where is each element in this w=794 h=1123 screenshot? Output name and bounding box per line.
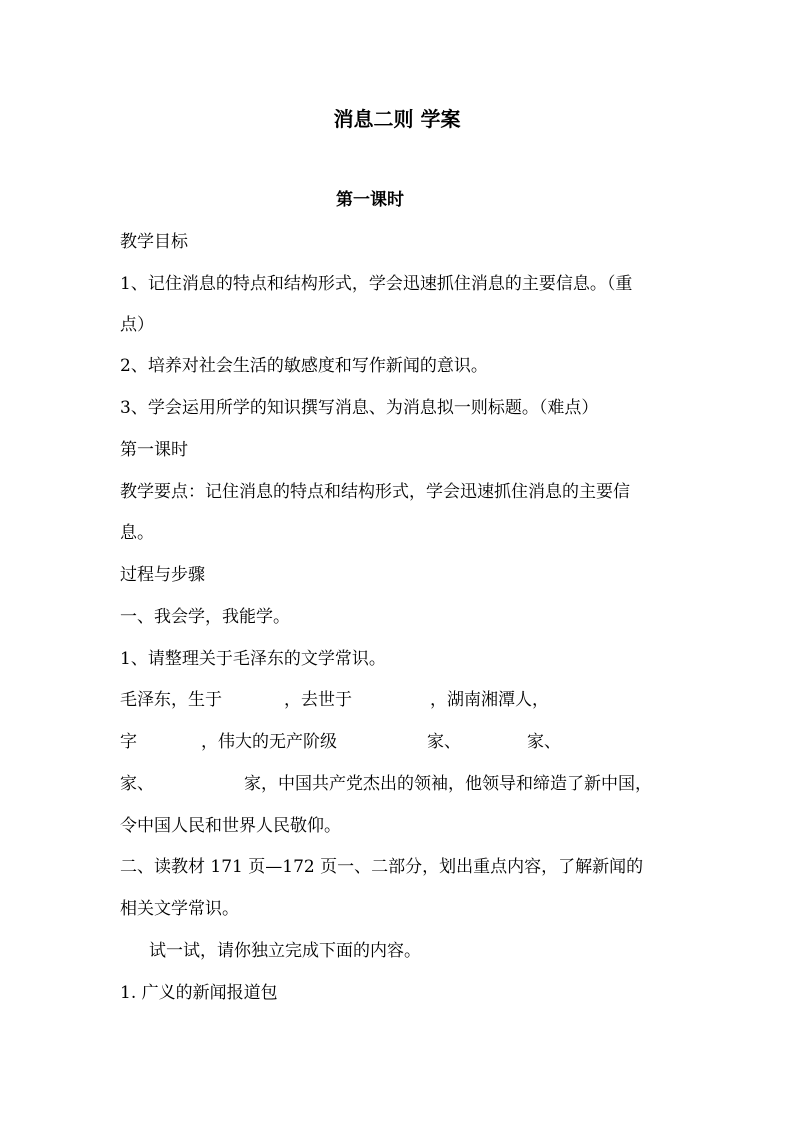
fill-line-4: 令中国人民和世界人民敬仰。	[120, 816, 341, 836]
objective-2: 2、培养对社会生活的敏感度和写作新闻的意识。	[120, 356, 488, 376]
item-1: 1. 广义的新闻报道包	[120, 983, 278, 1003]
fill-line-2	[120, 731, 561, 753]
objective-3: 3、学会运用所学的知识撰写消息、为消息拟一则标题。（难点）	[120, 398, 599, 418]
section-2-line-1: 二、读教材 171 页—172 页一、二部分，划出重点内容，了解新闻的	[120, 857, 644, 877]
fill-2-text-a: 字	[120, 732, 137, 752]
fill-line-1	[120, 689, 549, 711]
fill-1-text-a: 毛泽东，生于	[120, 690, 222, 710]
fill-3-text-b: 家，中国共产党杰出的领袖，他领导和缔造了新中国，	[244, 774, 652, 794]
section-2-line-2: 相关文学常识。	[120, 899, 239, 919]
objective-1-line-2: 点）	[120, 315, 154, 335]
fill-3-text-a: 家、	[120, 774, 154, 794]
fill-2-text-c: 家、	[427, 732, 461, 752]
process-heading: 过程与步骤	[120, 565, 205, 585]
key-points-line-2: 息。	[120, 523, 154, 543]
document-title: 消息二则 学案	[333, 107, 461, 131]
fill-2-text-b: ，伟大的无产阶级	[201, 732, 337, 752]
objectives-heading: 教学目标	[120, 232, 188, 252]
task-1: 1、请整理关于毛泽东的文学常识。	[120, 649, 386, 669]
fill-2-text-d: 家、	[527, 732, 561, 752]
fill-1-text-b: ，去世于	[284, 690, 352, 710]
lesson-label: 第一课时	[120, 440, 188, 460]
fill-1-text-c: ，湖南湘潭人，	[430, 690, 549, 710]
section-1-heading: 一、我会学，我能学。	[120, 607, 290, 627]
lesson-subtitle: 第一课时	[336, 190, 404, 210]
try-it-instruction: 试一试，请你独立完成下面的内容。	[149, 941, 421, 961]
objective-1-line-1: 1、记住消息的特点和结构形式，学会迅速抓住消息的主要信息。（重	[120, 274, 633, 294]
fill-line-3	[120, 773, 652, 795]
key-points-line-1: 教学要点：记住消息的特点和结构形式，学会迅速抓住消息的主要信	[120, 482, 630, 502]
